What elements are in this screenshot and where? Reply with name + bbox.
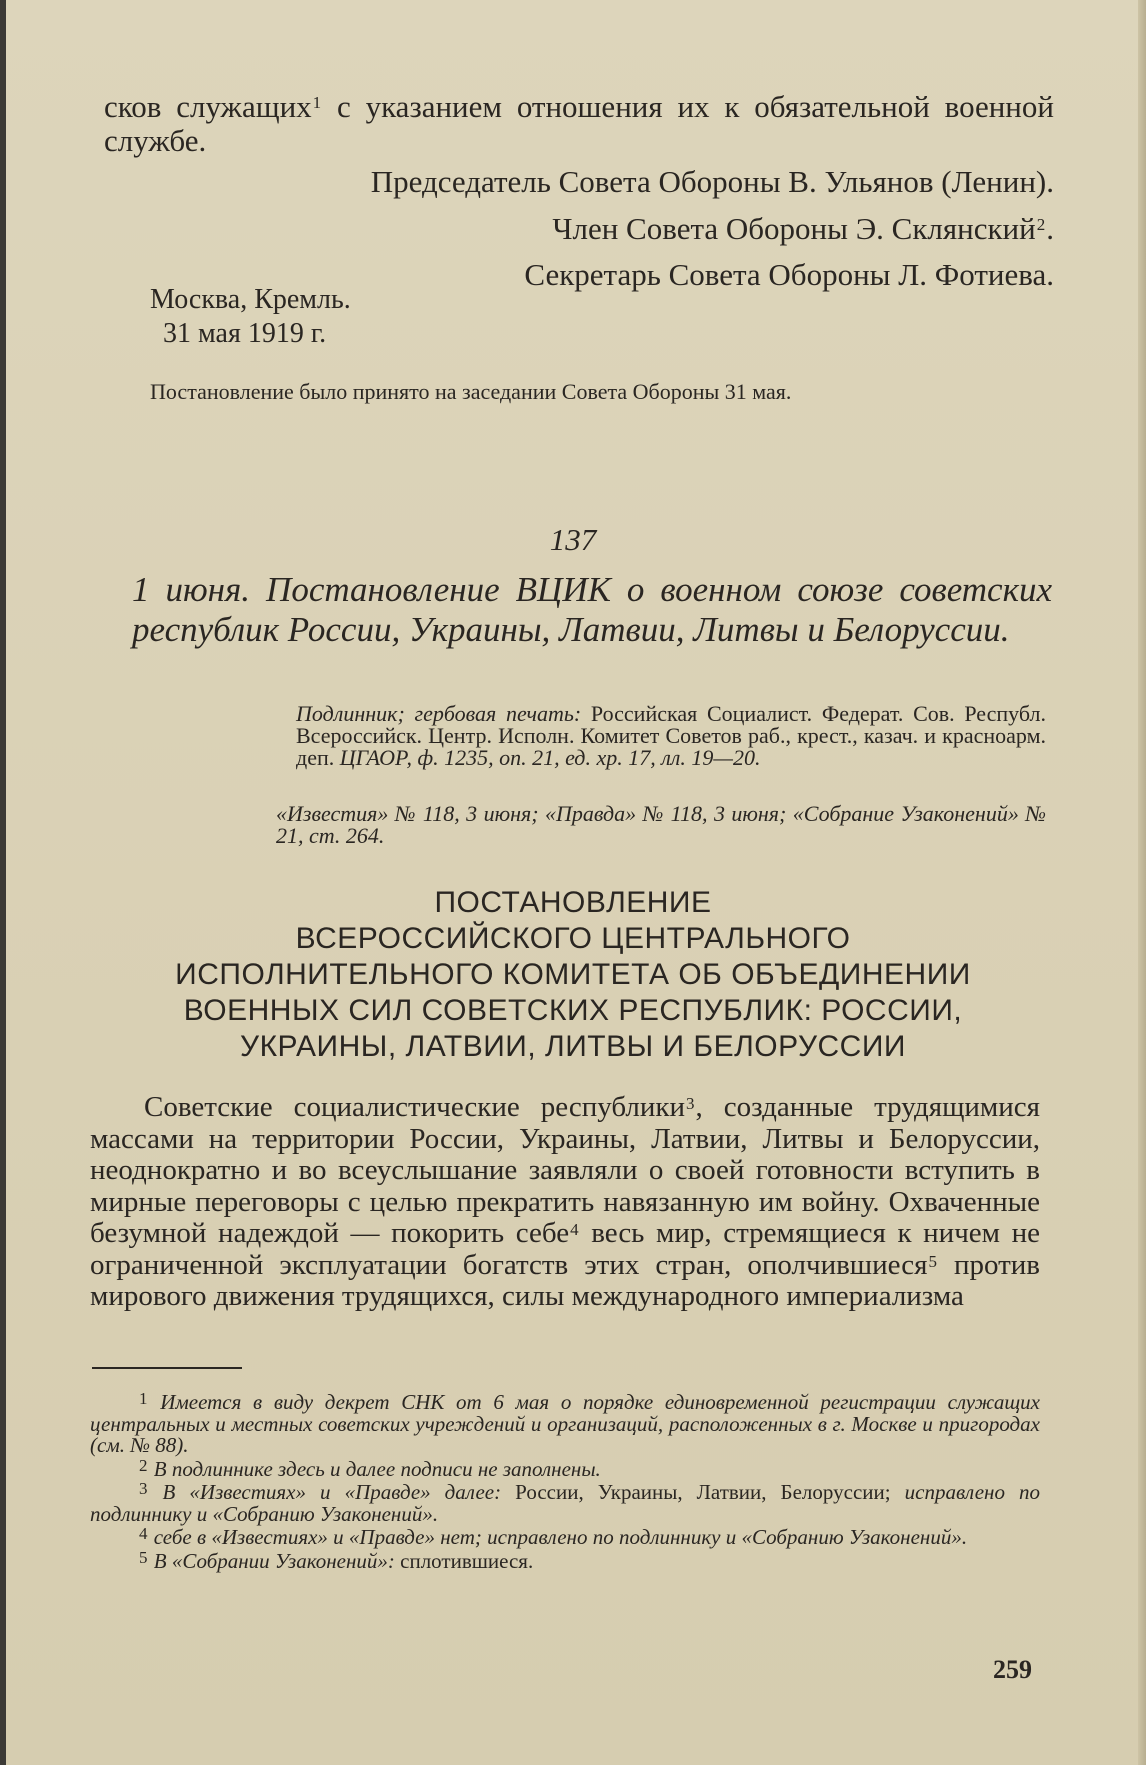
document-title: 1 июня. Постановление ВЦИК о военном союзе советских республик России, Украины, Латвии, Литвы и Белоруссии. bbox=[132, 570, 1052, 649]
footnote: $^2$ В подлиннике здесь и далее подписи не заполнены. bbox=[139, 1455, 601, 1481]
signature-line-member: Член Совета Обороны Э. Склянский$^2$. bbox=[552, 211, 1054, 246]
page-number: 259 bbox=[993, 1655, 1032, 1684]
signature-line-secretary: Секретарь Совета Обороны Л. Фотиева. bbox=[524, 257, 1054, 292]
footnote-ref: 2 bbox=[1036, 215, 1046, 234]
adoption-note: Постановление было принято на заседании Совета Обороны 31 мая. bbox=[150, 379, 792, 404]
footnote-ref: 3 bbox=[686, 1094, 695, 1113]
footnote-divider bbox=[92, 1367, 242, 1369]
continuation-text: сков служащих$^1$ с указанием отношения их к обязательной военной службе. bbox=[104, 89, 1054, 158]
heading-line: ПОСТАНОВЛЕНИЕ bbox=[434, 886, 712, 919]
footnote: $^1$ Имеется в виду декрет СНК от 6 мая о порядке единовременной регистрации служащих центральных и местных советских учреждений и организаций, расположенных в г. Москве и пригородах (см. № 88). bbox=[90, 1389, 1041, 1457]
decree-heading bbox=[0, 885, 1146, 1065]
heading-line: ИСПОЛНИТЕЛЬНОГО КОМИТЕТА ОБ ОБЪЕДИНЕНИИ bbox=[175, 958, 971, 991]
footnote: $^3$ В «Известиях» и «Правде» далее: России, Украины, Латвии, Белоруссии; исправлено по подлиннику и «Собранию Узаконений». bbox=[90, 1479, 1041, 1526]
footnote: $^5$ В «Собрании Узаконений»: сплотившиеся. bbox=[139, 1547, 534, 1573]
document-number: 137 bbox=[549, 522, 597, 557]
page-edge bbox=[1138, 0, 1146, 1765]
heading-line: ВСЕРОССИЙСКОГО ЦЕНТРАЛЬНОГО bbox=[295, 922, 851, 955]
footnote-ref: 4 bbox=[570, 1220, 579, 1239]
heading-line: УКРАИНЫ, ЛАТВИИ, ЛИТВЫ И БЕЛОРУССИИ bbox=[240, 1030, 906, 1063]
heading-line: ВОЕННЫХ СИЛ СОВЕТСКИХ РЕСПУБЛИК: РОССИИ, bbox=[183, 994, 963, 1027]
publication-reference: «Известия» № 118, 3 июня; «Правда» № 118, 3 июня; «Собрание Узаконений» № 21, ст. 264. bbox=[276, 801, 1046, 848]
signature-line-chairman: Председатель Совета Обороны В. Ульянов (Ленин). bbox=[370, 164, 1054, 199]
decree-body-paragraph: Советские социалистические республики$^3$, созданные трудящимися массами на территории России, Украины, Латвии, Литвы и Белоруссии, неоднократно и во всеуслышание заявляли о своей готовности вступить в мирные переговоры с целью прекратить навязанную им войну. Охваченные безумной надеждой — покорить себе$^4$ весь мир, стремящиеся к ничем не ограниченной эксплуатации богатств этих стран, ополчившиеся$^5$ против мирового движения трудящихся, силы международного империализма bbox=[90, 1091, 1040, 1312]
source-reference: Подлинник; гербовая печать: Российская Социалист. Федерат. Сов. Республ. Всероссийск. Центр. Исполн. Комитет Советов раб., крест., казач. и красноарм. деп. ЦГАОР, ф. 1235, оп. 21, ед. хр. 17, лл. 19—20. bbox=[296, 701, 1046, 770]
place: Москва, Кремль. bbox=[150, 284, 351, 315]
footnote-ref: 5 bbox=[928, 1251, 937, 1271]
page-edge-shadow bbox=[0, 0, 6, 1765]
footnotes bbox=[90, 1389, 1041, 1574]
footnote: $^4$ себе в «Известиях» и «Правде» нет; исправлено по подлиннику и «Собранию Узаконений». bbox=[139, 1524, 968, 1549]
date: 31 мая 1919 г. bbox=[163, 318, 327, 349]
footnote-ref: 1 bbox=[312, 93, 322, 112]
